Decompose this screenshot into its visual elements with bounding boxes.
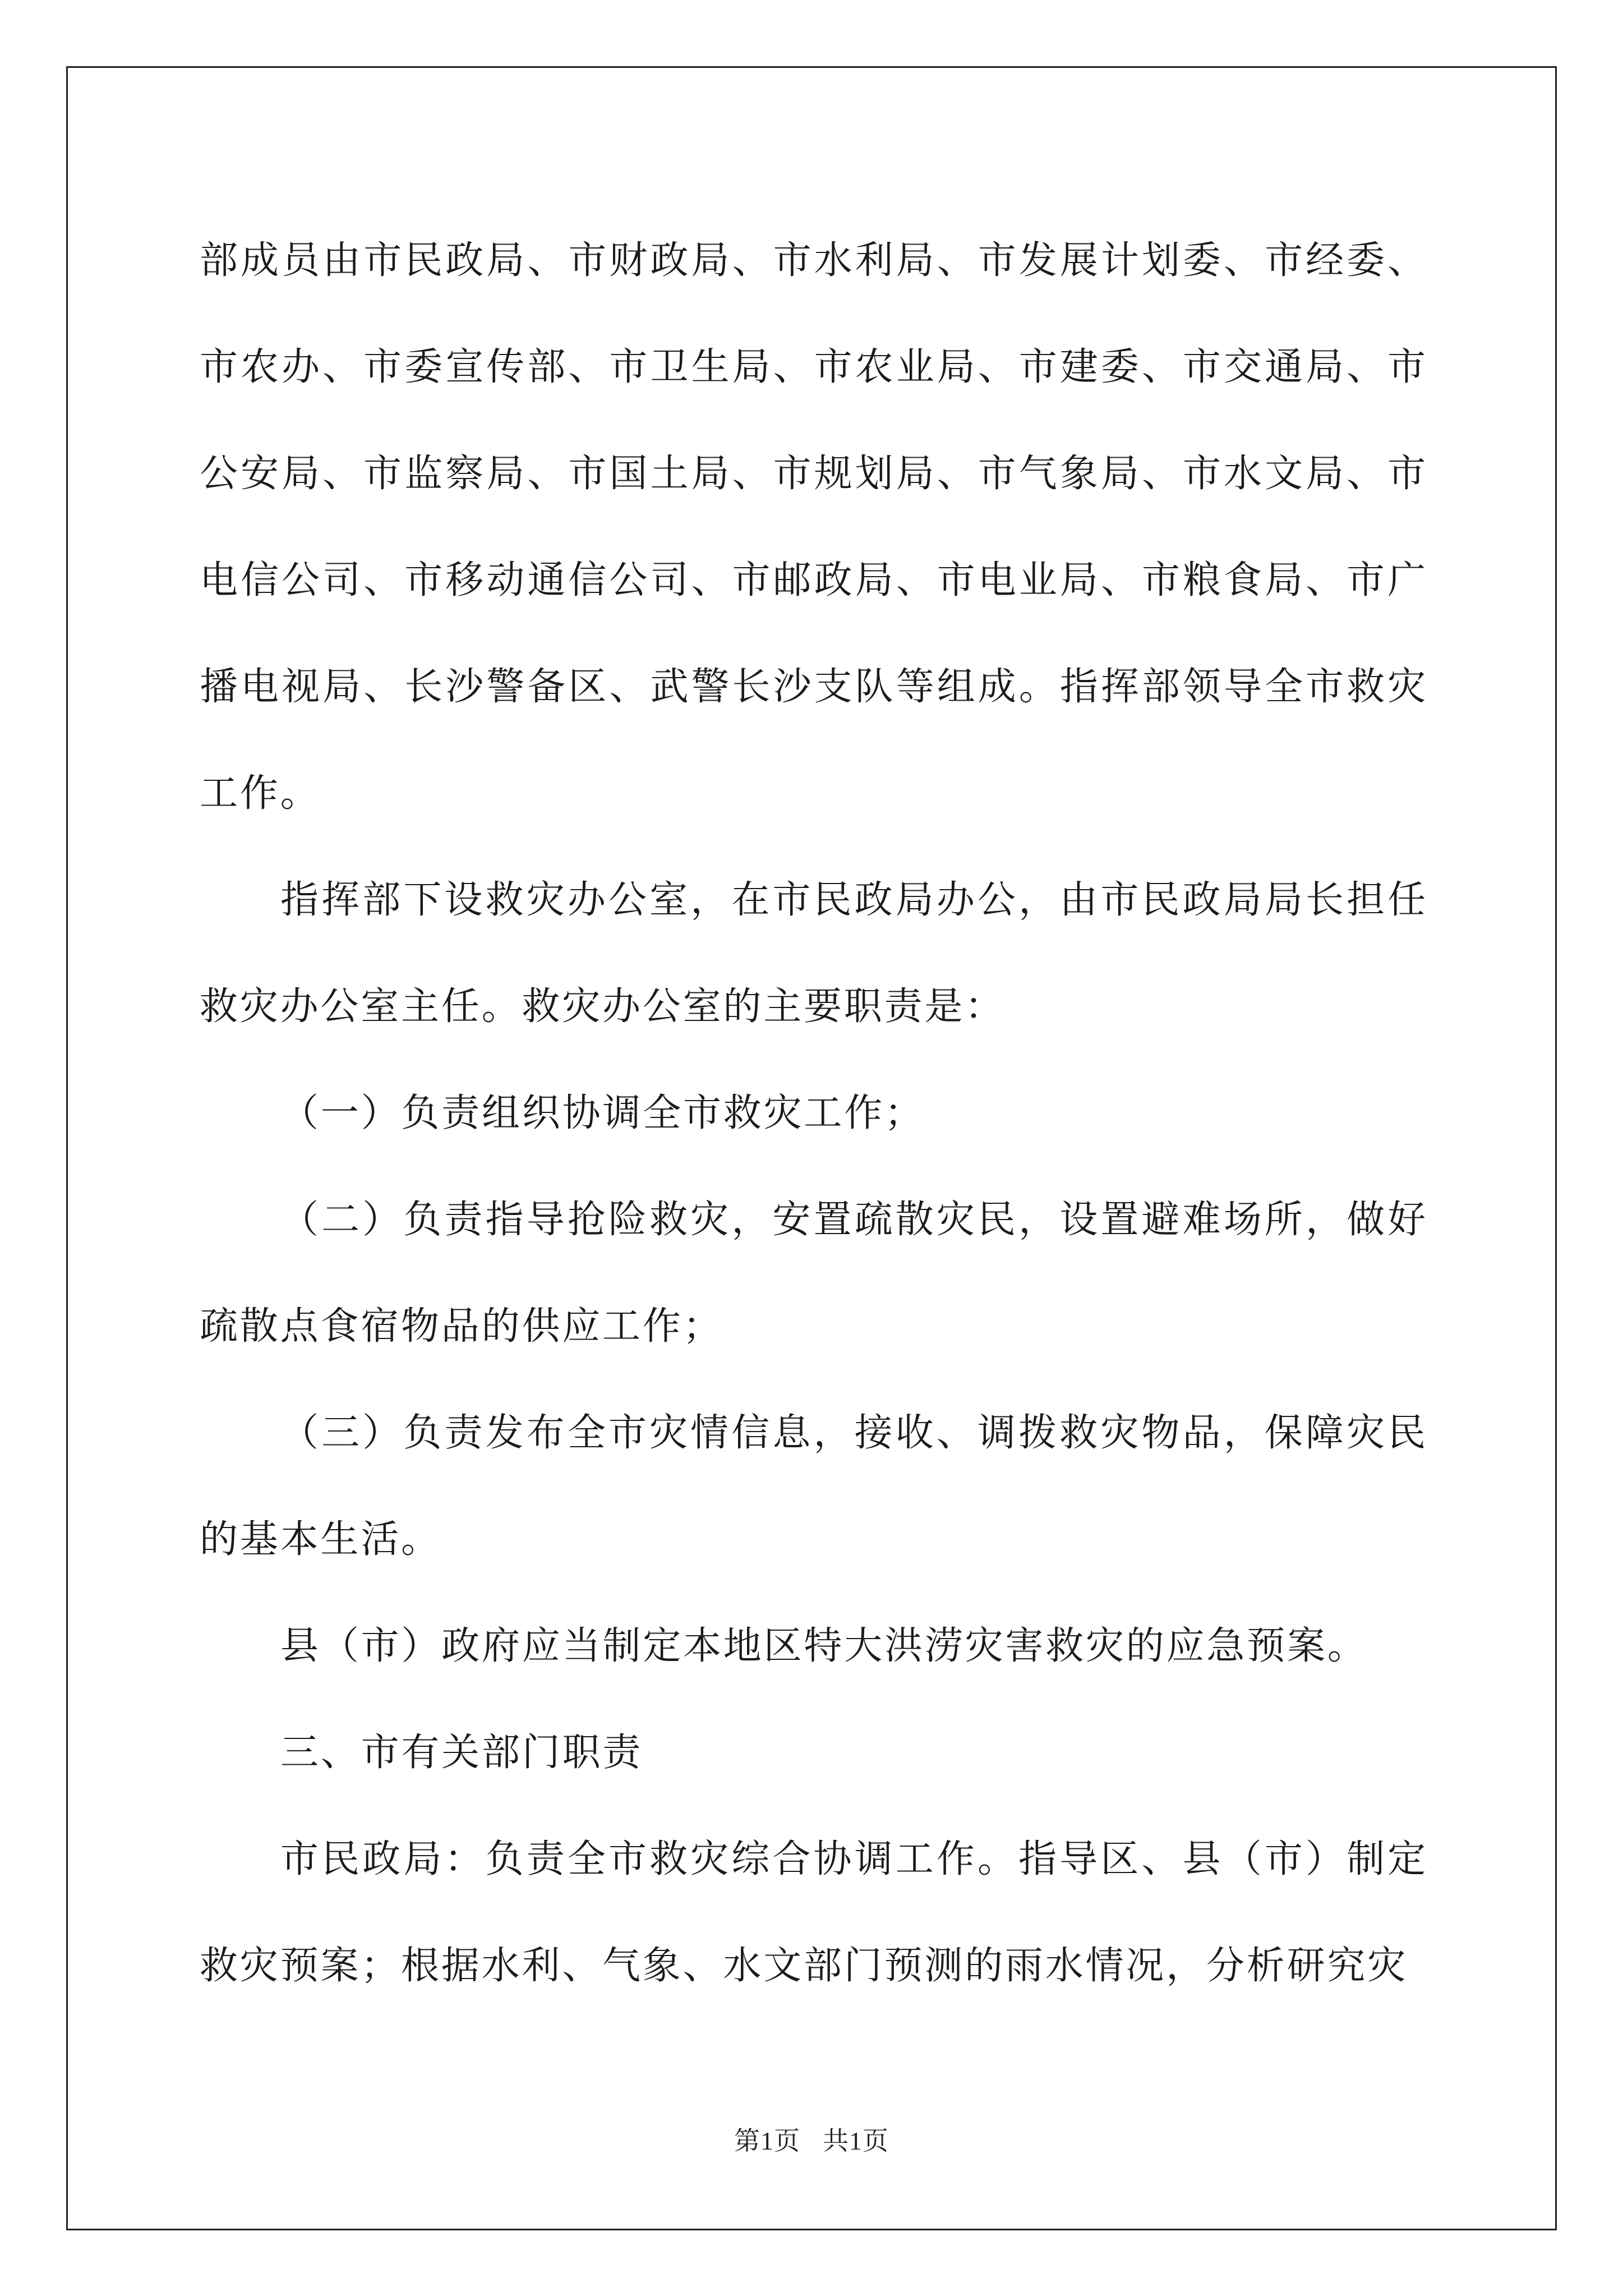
page-number: 第1页 bbox=[734, 2127, 800, 2155]
page-footer bbox=[0, 2120, 1623, 2157]
section-heading: 三、市有关部门职责 bbox=[280, 1731, 643, 1775]
paragraph-duty-2: （二）负责指导抢险救灾，安置疏散灾民，设置避难场所，做好疏散点食宿物品的供应工作； bbox=[200, 1198, 1428, 1349]
paragraph-members: 部成员由市民政局、市财政局、市水利局、市发展计划委、市经委、市农办、市委宣传部、市卫生局、市农业局、市建委、市交通局、市公安局、市监察局、市国土局、市规划局、市气象局、市水文局、市电信公司、市移动通信公司、市邮政局、市电业局、市粮食局、市广播电视局、长沙警备区、武警长沙支队等组成。指挥部领导全市救灾工作。 bbox=[200, 238, 1428, 816]
paragraph-office: 指挥部下设救灾办公室，在市民政局办公，由市民政局局长担任救灾办公室主任。救灾办公室的主要职责是： bbox=[200, 878, 1428, 1029]
paragraph-civil-affairs: 市民政局：负责全市救灾综合协调工作。指导区、县（市）制定救灾预案；根据水利、气象、水文部门预测的雨水情况，分析研究灾 bbox=[200, 1837, 1428, 1988]
paragraph-duty-1: （一）负责组织协调全市救灾工作； bbox=[280, 1091, 925, 1135]
page-total: 共1页 bbox=[823, 2127, 889, 2155]
document-body bbox=[200, 208, 1428, 2019]
paragraph-county-plan: 县（市）政府应当制定本地区特大洪涝灾害救灾的应急预案。 bbox=[280, 1624, 1368, 1668]
paragraph-duty-3: （三）负责发布全市灾情信息，接收、调拨救灾物品，保障灾民的基本生活。 bbox=[200, 1411, 1428, 1562]
